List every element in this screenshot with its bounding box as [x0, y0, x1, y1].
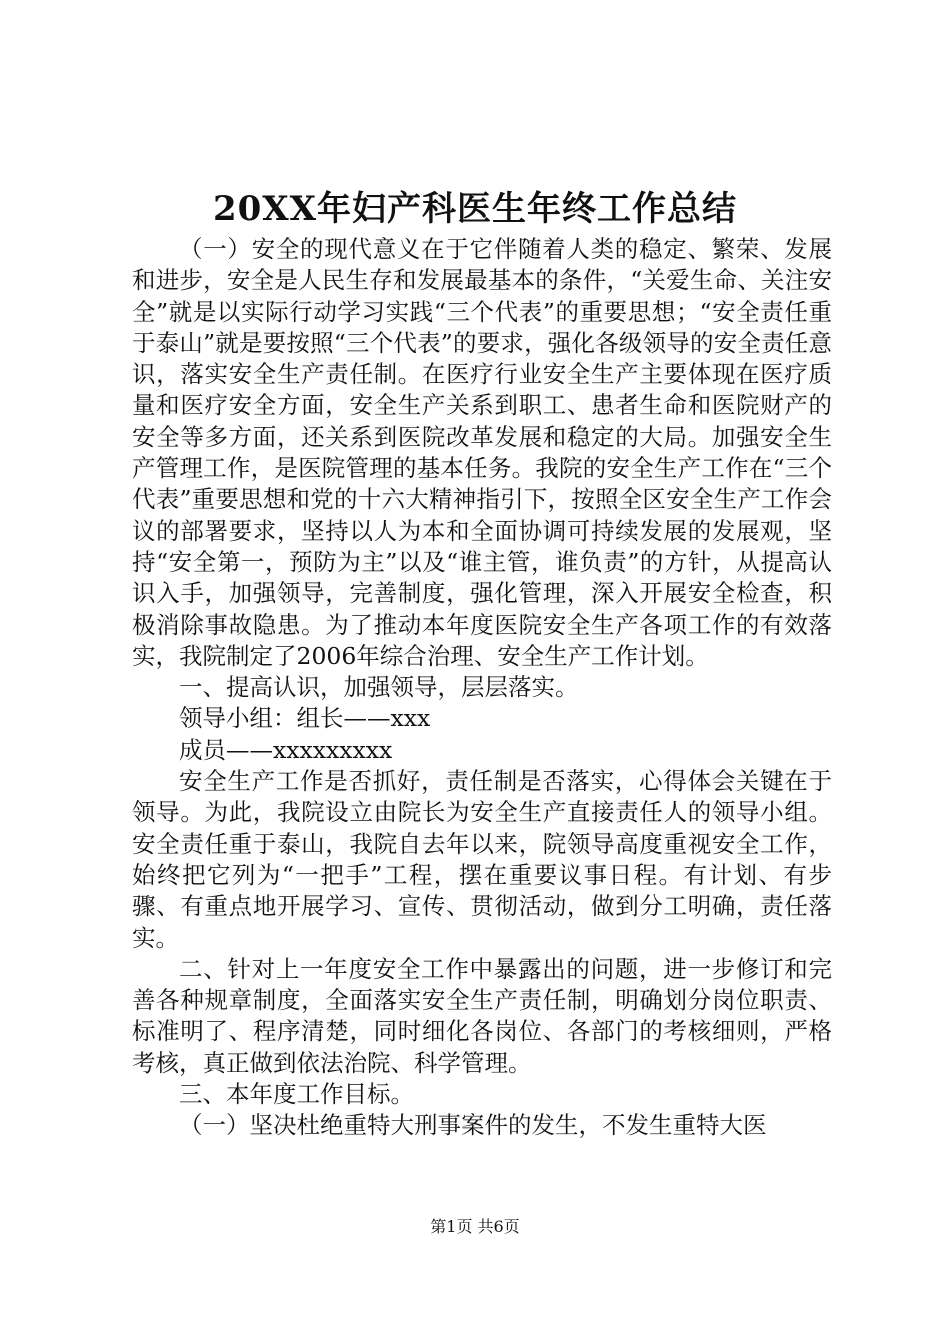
paragraph-section-two: 二、针对上一年度安全工作中暴露出的问题，进一步修订和完善各种规章制度，全面落实安全生产责任制，明确划分岗位职责、标准明了、程序清楚，同时细化各岗位、各部门的考核细则，严格考核，真正做到依法治院、科学管理。 [132, 954, 832, 1077]
document-body [132, 234, 832, 1142]
document-title: 20XX年妇产科医生年终工作总结 [212, 189, 738, 229]
paragraph-section-one-heading: 一、提高认识，加强领导，层层落实。 [179, 673, 579, 702]
paragraph-intro: （一）安全的现代意义在于它伴随着人类的稳定、繁荣、发展和进步，安全是人民生存和发展最基本的条件，“关爱生命、关注安全”就是以实际行动学习实践“三个代表”的重要思想；“安全责任重于泰山”就是要按照“三个代表”的要求，强化各级领导的安全责任意识，落实安全生产责任制。在医疗行业安全生产主要体现在医疗质量和医疗安全方面，安全生产关系到职工、患者生命和医院财产的安全等多方面，还关系到医院改革发展和稳定的大局。加强安全生产管理工作，是医院管理的基本任务。我院的安全生产工作在“三个代表”重要思想和党的十六大精神指引下，按照全区安全生产工作会议的部署要求，坚持以人为本和全面协调可持续发展的发展观，坚持“安全第一，预防为主”以及“谁主管，谁负责”的方针，从提高认识入手，加强领导，完善制度，强化管理，深入开展安全检查，积极消除事故隐患。为了推动本年度医院安全生产各项工作的有效落实，我院制定了2006年综合治理、安全生产工作计划。 [132, 235, 832, 670]
page-number-footer: 第1页 共6页 [430, 1217, 520, 1236]
paragraph-members: 成员——xxxxxxxxx [179, 735, 393, 764]
paragraph-section-three-heading: 三、本年度工作目标。 [179, 1080, 414, 1109]
paragraph-goal-one: （一）坚决杜绝重特大刑事案件的发生，不发生重特大医 [179, 1111, 767, 1140]
paragraph-responsibility: 安全生产工作是否抓好，责任制是否落实，心得体会关键在于领导。为此，我院设立由院长为安全生产直接责任人的领导小组。安全责任重于泰山，我院自去年以来，院领导高度重视安全工作，始终把它列为“一把手”工程，摆在重要议事日程。有计划、有步骤、有重点地开展学习、宣传、贯彻活动，做到分工明确，责任落实。 [132, 767, 832, 952]
paragraph-leader-group: 领导小组：组长——xxx [179, 704, 431, 733]
